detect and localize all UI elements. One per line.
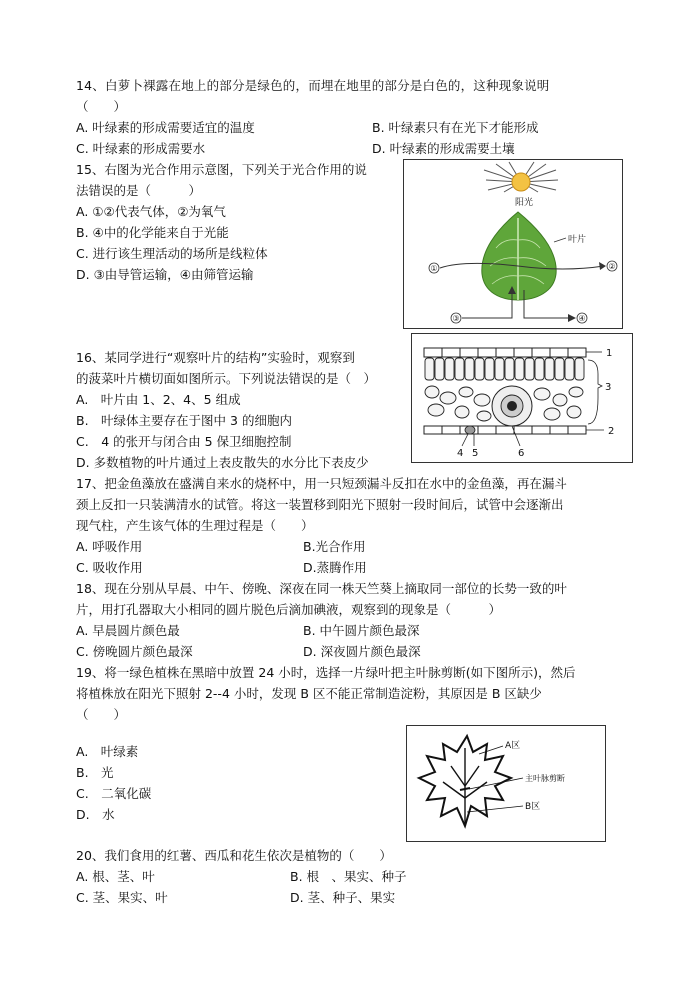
q20-option-d: D. 茎、种子、果实	[290, 890, 396, 905]
label-6: 6	[518, 448, 525, 459]
q20-option-a: A. 根、茎、叶	[76, 869, 155, 884]
stoma-icon	[465, 426, 475, 434]
leaf-label: 叶片	[568, 235, 587, 245]
q16-option-a: A. 叶片由 1、2、4、5 组成	[76, 392, 241, 407]
q17-stem-line3: 现气柱，产生该气体的生理过程是（ ）	[76, 518, 314, 533]
leaf-cross-section-figure	[411, 333, 633, 463]
photosynthesis-figure	[403, 159, 623, 329]
q17-option-d: D.蒸腾作用	[303, 560, 367, 575]
q14-option-c: C. 叶绿素的形成需要水	[76, 141, 206, 156]
q16-option-b: B. 叶绿体主要存在于图中 3 的细胞内	[76, 413, 292, 428]
sun-label: 阳光	[515, 198, 534, 208]
leaf-icon	[482, 212, 556, 300]
sun-icon	[484, 162, 558, 192]
zone-a-label: A区	[505, 741, 521, 751]
vein-bundle-icon	[492, 386, 532, 426]
label-3: 3	[605, 382, 612, 393]
q18-option-d: D. 深夜圆片颜色最深	[303, 644, 421, 659]
q19-option-c: C. 二氧化碳	[76, 786, 152, 801]
q17-stem-line2: 颈上反扣一只装满清水的试管。将这一装置移到阳光下照射一段时间后，试管中会逐渐出	[76, 497, 564, 512]
q19-option-a: A. 叶绿素	[76, 744, 139, 759]
q16-option-c: C. 4 的张开与闭合由 5 保卫细胞控制	[76, 434, 292, 449]
label-1: 1	[606, 348, 613, 359]
q18-option-a: A. 早晨圆片颜色最	[76, 623, 180, 638]
q14-option-b: B. 叶绿素只有在光下才能形成	[372, 120, 539, 135]
q14-stem-line1: 14、白萝卜裸露在地上的部分是绿色的，而埋在地里的部分是白色的，这种现象说明	[76, 78, 550, 93]
q17-stem-line1: 17、把金鱼藻放在盛满自来水的烧杯中，用一只短颈漏斗反扣在水中的金鱼藻，再在漏斗	[76, 476, 567, 491]
q15-stem-line1: 15、右图为光合作用示意图，下列关于光合作用的说	[76, 162, 367, 177]
vein-cut-label: 主叶脉剪断	[525, 774, 565, 783]
q14-option-d: D. 叶绿素的形成需要土壤	[372, 141, 515, 156]
label-5: 5	[472, 448, 479, 459]
q18-option-b: B. 中午圆片颜色最深	[303, 623, 420, 638]
q17-option-c: C. 吸收作用	[76, 560, 143, 575]
q20-option-c: C. 茎、果实、叶	[76, 890, 168, 905]
q15-option-c: C. 进行该生理活动的场所是线粒体	[76, 246, 268, 261]
q20-option-b: B. 根 、果实、种子	[290, 869, 407, 884]
marker-4-label: ④	[578, 314, 586, 323]
q18-option-c: C. 傍晚圆片颜色最深	[76, 644, 193, 659]
q15-stem-line2: 法错误的是（ ）	[76, 183, 202, 198]
q17-option-a: A. 呼吸作用	[76, 539, 143, 554]
marker-2-label: ②	[608, 262, 616, 271]
q20-stem-line1: 20、我们食用的红薯、西瓜和花生依次是植物的（ ）	[76, 848, 392, 863]
q19-option-d: D. 水	[76, 807, 115, 822]
marker-3-label: ③	[452, 314, 460, 323]
marker-1-label: ①	[430, 264, 438, 273]
zone-b-label: B区	[525, 802, 541, 812]
q15-option-d: D. ③由导管运输，④由筛管运输	[76, 267, 254, 282]
leaf-vein-cut-figure	[406, 725, 606, 842]
q15-option-a: A. ①②代表气体，②为氧气	[76, 204, 226, 219]
q16-stem-line1: 16、某同学进行“观察叶片的结构”实验时，观察到	[76, 350, 355, 365]
label-4: 4	[457, 448, 464, 459]
q17-option-b: B.光合作用	[303, 539, 366, 554]
q19-option-b: B. 光	[76, 765, 114, 780]
label-2: 2	[608, 426, 615, 437]
q19-stem-line3: （ ）	[76, 707, 127, 722]
q14-option-a: A. 叶绿素的形成需要适宜的温度	[76, 120, 255, 135]
q16-option-d: D. 多数植物的叶片通过上表皮散失的水分比下表皮少	[76, 455, 369, 470]
q16-stem-line2: 的菠菜叶片横切面如图所示。下列说法错误的是（ ）	[76, 371, 377, 386]
q14-stem-line2: （ ）	[76, 99, 127, 114]
q18-stem-line2: 片，用打孔器取大小相同的圆片脱色后滴加碘液，观察到的现象是（ ）	[76, 602, 502, 617]
q18-stem-line1: 18、现在分别从早晨、中午、傍晚、深夜在同一株天竺葵上摘取同一部位的长势一致的叶	[76, 581, 567, 596]
q19-stem-line1: 19、将一绿色植株在黑暗中放置 24 小时，选择一片绿叶把主叶脉剪断(如下图所示)，然后	[76, 665, 576, 680]
q15-option-b: B. ④中的化学能来自于光能	[76, 225, 229, 240]
q19-stem-line2: 将植株放在阳光下照射 2--4 小时，发现 B 区不能正常制造淀粉，其原因是 B 区缺少	[76, 686, 542, 701]
